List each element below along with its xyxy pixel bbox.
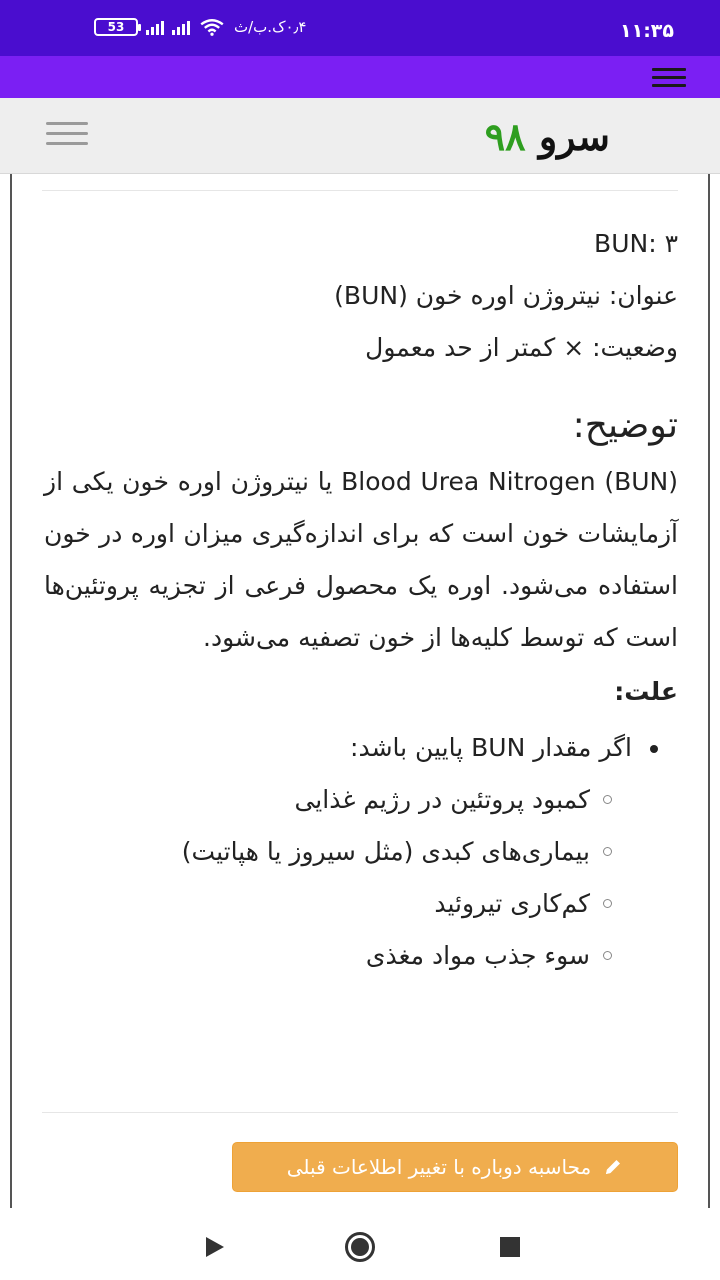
cause-subitem: کمبود پروتئین در رژیم غذایی: [44, 774, 632, 826]
site-menu-toggle-icon[interactable]: [46, 122, 88, 148]
divider-top: [42, 190, 678, 191]
battery-icon: [94, 18, 138, 36]
signal-icon: [146, 19, 164, 35]
result-value: BUN: ۳: [594, 229, 678, 258]
app-bar: [0, 56, 720, 98]
cause-subitem: کم‌کاری تیروئید: [44, 878, 632, 930]
site-logo[interactable]: [485, 114, 610, 159]
result-content: [44, 218, 678, 982]
cause-item-label: اگر مقدار BUN پایین باشد:: [350, 733, 632, 762]
battery-level: 53: [107, 20, 125, 34]
hamburger-menu-icon[interactable]: [652, 68, 686, 88]
content-card: [10, 174, 710, 1208]
network-speed: ۰٫۴ک.ب/ث: [234, 18, 307, 36]
causes-heading: علت:: [614, 677, 678, 706]
divider-bottom: [42, 1112, 678, 1113]
status-time: ۱۱:۳۵: [620, 20, 674, 42]
recalculate-button-label: محاسبه دوباره با تغییر اطلاعات قبلی: [286, 1155, 592, 1179]
system-nav-bar: [0, 1210, 720, 1280]
logo-number: ۹۸: [484, 114, 526, 159]
wifi-icon: [198, 18, 226, 36]
home-icon[interactable]: [345, 1232, 375, 1262]
signal-icon-2: [172, 19, 190, 35]
causes-list: [44, 722, 678, 982]
cause-item: [44, 722, 678, 982]
back-icon[interactable]: [200, 1232, 230, 1262]
cause-subitems: [44, 774, 632, 982]
logo-text: سرو: [538, 114, 610, 159]
recent-apps-icon[interactable]: [495, 1232, 525, 1262]
result-title: عنوان: نیتروژن اوره خون (BUN): [334, 281, 678, 310]
site-header: [0, 98, 720, 174]
cause-subitem: سوء جذب مواد مغذی: [44, 930, 632, 982]
description-heading: توضیح:: [572, 405, 678, 446]
pencil-icon: [603, 1157, 623, 1177]
recalculate-button[interactable]: [232, 1142, 678, 1192]
status-bar: [0, 0, 720, 56]
cause-subitem: بیماری‌های کبدی (مثل سیروز یا هپاتیت): [44, 826, 632, 878]
description-text: Blood Urea Nitrogen (BUN) یا نیتروژن اوره خون یکی از آزمایشات خون است که برای اندازه‌گیری میزان اوره در خون استفاده می‌شود. اوره یک محصول فرعی از تجزیه پروتئین‌ها است که توسط کلیه‌ها از خون تصفیه می‌شود.: [44, 467, 678, 652]
result-status: وضعیت: × کمتر از حد معمول: [365, 333, 678, 362]
status-icons: [94, 18, 306, 36]
